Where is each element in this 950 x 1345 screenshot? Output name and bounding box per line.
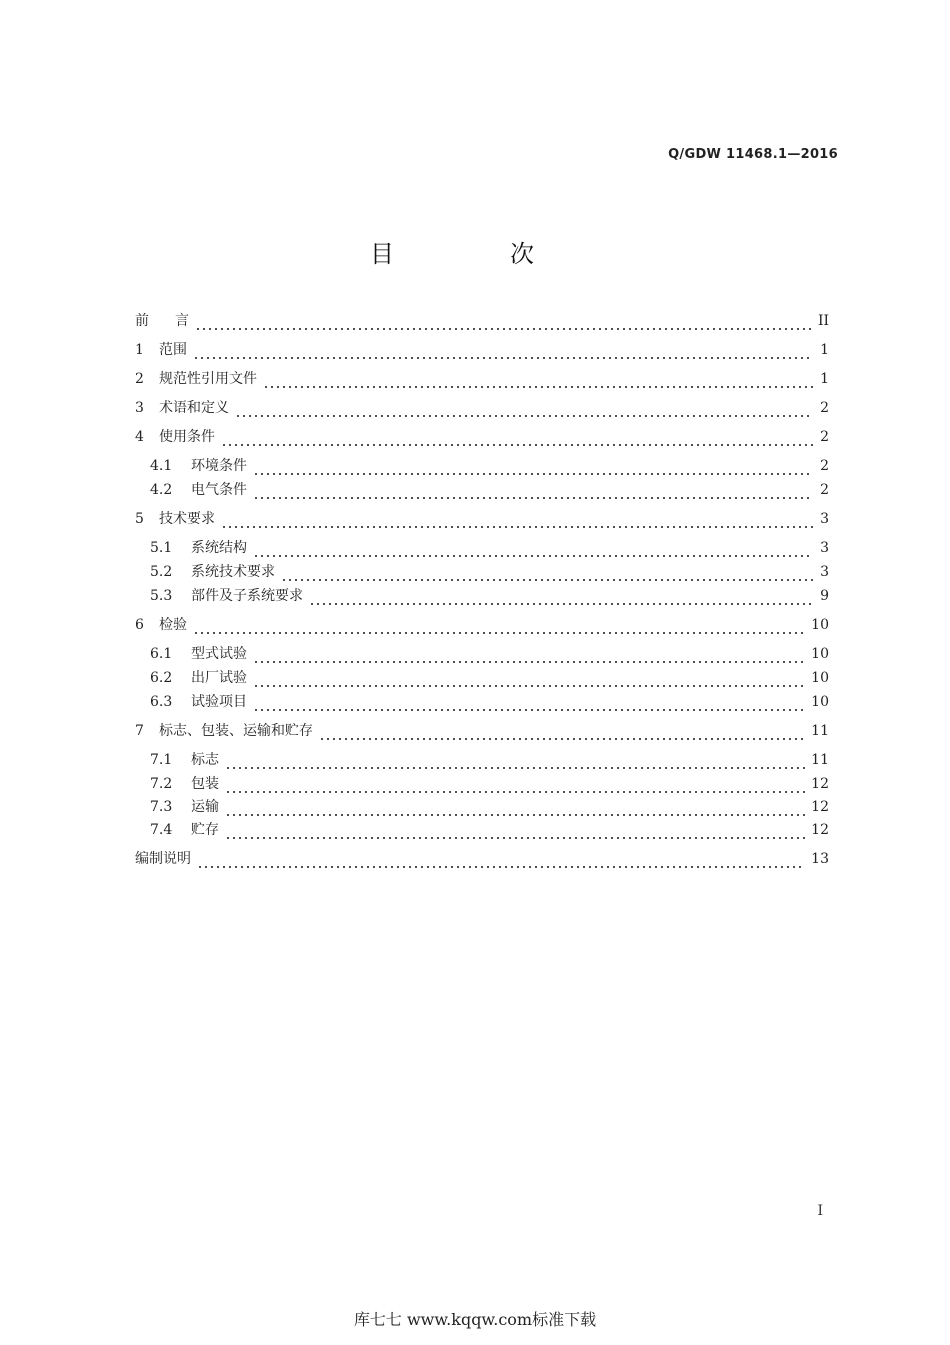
toc-page: 10 [811, 694, 829, 710]
dot-leader [263, 379, 813, 389]
dot-leader [197, 859, 805, 869]
toc-subentry[interactable] [150, 644, 829, 664]
toc-label: 标志、包装、运输和贮存 [159, 723, 313, 739]
toc-subentry[interactable] [150, 668, 829, 688]
toc-page: 12 [811, 822, 829, 838]
toc-number: 6.1 [150, 646, 173, 662]
toc-subentry[interactable] [150, 774, 829, 794]
dot-leader [193, 350, 813, 360]
toc-page: 3 [820, 511, 829, 527]
toc-page: 10 [811, 617, 829, 633]
toc-subentry[interactable] [150, 480, 829, 500]
toc-entry[interactable] [135, 615, 829, 635]
toc-number: 7.2 [150, 776, 173, 792]
dot-leader [225, 830, 805, 840]
dot-leader [309, 596, 813, 606]
toc-number: 4.1 [150, 458, 173, 474]
toc-label: 试验项目 [191, 694, 247, 710]
toc-label: 言 [175, 313, 189, 329]
page-title: 目 次 [370, 240, 580, 268]
dot-leader [253, 466, 813, 476]
dot-leader [225, 807, 805, 817]
toc-number: 2 [135, 371, 144, 387]
toc-page: 3 [820, 540, 829, 556]
toc-page: 2 [820, 458, 829, 474]
dot-leader [221, 519, 813, 529]
toc-label: 出厂试验 [191, 670, 247, 686]
toc-number: 4.2 [150, 482, 173, 498]
toc-label: 系统结构 [191, 540, 247, 556]
toc-page: 11 [811, 752, 829, 768]
toc-number: 6 [135, 617, 144, 633]
toc-number: 3 [135, 400, 144, 416]
dot-leader [193, 625, 805, 635]
toc-number: 5.2 [150, 564, 173, 580]
doc-code: Q/GDW 11468.1—2016 [668, 147, 838, 162]
toc-label: 型式试验 [191, 646, 247, 662]
toc-page: 13 [811, 851, 829, 867]
toc-label: 环境条件 [191, 458, 247, 474]
toc-page: 9 [820, 588, 829, 604]
toc-label: 技术要求 [159, 511, 215, 527]
toc-number: 7.1 [150, 752, 173, 768]
toc-number: 5.1 [150, 540, 173, 556]
dot-leader [253, 490, 813, 500]
toc-entry[interactable] [135, 369, 829, 389]
toc-number: 7 [135, 723, 144, 739]
dot-leader [221, 437, 813, 447]
toc-number: 4 [135, 429, 144, 445]
toc-page: II [817, 313, 829, 329]
toc-label: 术语和定义 [159, 400, 229, 416]
toc-number: 前 [135, 313, 149, 329]
toc-subentry[interactable] [150, 586, 829, 606]
toc-subentry[interactable] [150, 820, 829, 840]
dot-leader [253, 678, 805, 688]
toc-label: 使用条件 [159, 429, 215, 445]
toc-label: 标志 [191, 752, 219, 768]
toc-label: 部件及子系统要求 [191, 588, 303, 604]
page-number: I [817, 1203, 823, 1219]
toc-entry[interactable] [135, 721, 829, 741]
toc-entry[interactable] [135, 509, 829, 529]
dot-leader [319, 731, 805, 741]
toc-page: 10 [811, 670, 829, 686]
toc-label: 电气条件 [191, 482, 247, 498]
toc-number: 5 [135, 511, 144, 527]
toc-page: 3 [820, 564, 829, 580]
toc-number: 6.3 [150, 694, 173, 710]
toc-subentry[interactable] [150, 562, 829, 582]
toc-entry[interactable] [135, 340, 829, 360]
toc-entry[interactable] [135, 398, 829, 418]
toc-subentry[interactable] [150, 797, 829, 817]
toc-subentry[interactable] [150, 692, 829, 712]
toc-entry-foreword[interactable] [135, 311, 829, 331]
dot-leader [225, 784, 805, 794]
toc-label: 运输 [191, 799, 219, 815]
toc-label: 规范性引用文件 [159, 371, 257, 387]
toc-subentry[interactable] [150, 538, 829, 558]
toc-page: 1 [820, 371, 829, 387]
toc-page: 2 [820, 400, 829, 416]
dot-leader [253, 702, 805, 712]
dot-leader [281, 572, 813, 582]
toc-subentry[interactable] [150, 456, 829, 476]
toc-number: 7.4 [150, 822, 173, 838]
dot-leader [225, 760, 805, 770]
toc-number: 6.2 [150, 670, 173, 686]
toc-label: 贮存 [191, 822, 219, 838]
toc-label: 检验 [159, 617, 187, 633]
toc-number: 5.3 [150, 588, 173, 604]
dot-leader [195, 321, 812, 331]
toc-label: 编制说明 [135, 851, 191, 867]
dot-leader [253, 548, 813, 558]
dot-leader [253, 654, 805, 664]
dot-leader [235, 408, 813, 418]
toc-page: 12 [811, 776, 829, 792]
toc-subentry[interactable] [150, 750, 829, 770]
toc-page: 1 [820, 342, 829, 358]
toc-page: 12 [811, 799, 829, 815]
toc-page: 2 [820, 429, 829, 445]
toc-number: 7.3 [150, 799, 173, 815]
toc-page: 10 [811, 646, 829, 662]
toc-label: 范围 [159, 342, 187, 358]
toc-page: 11 [811, 723, 829, 739]
watermark: 库七七 www.kqqw.com标准下载 [353, 1310, 597, 1329]
toc-entry-drafting-notes[interactable] [135, 849, 829, 869]
toc-label: 系统技术要求 [191, 564, 275, 580]
toc-number: 1 [135, 342, 144, 358]
toc-page: 2 [820, 482, 829, 498]
toc-label: 包装 [191, 776, 219, 792]
toc-entry[interactable] [135, 427, 829, 447]
